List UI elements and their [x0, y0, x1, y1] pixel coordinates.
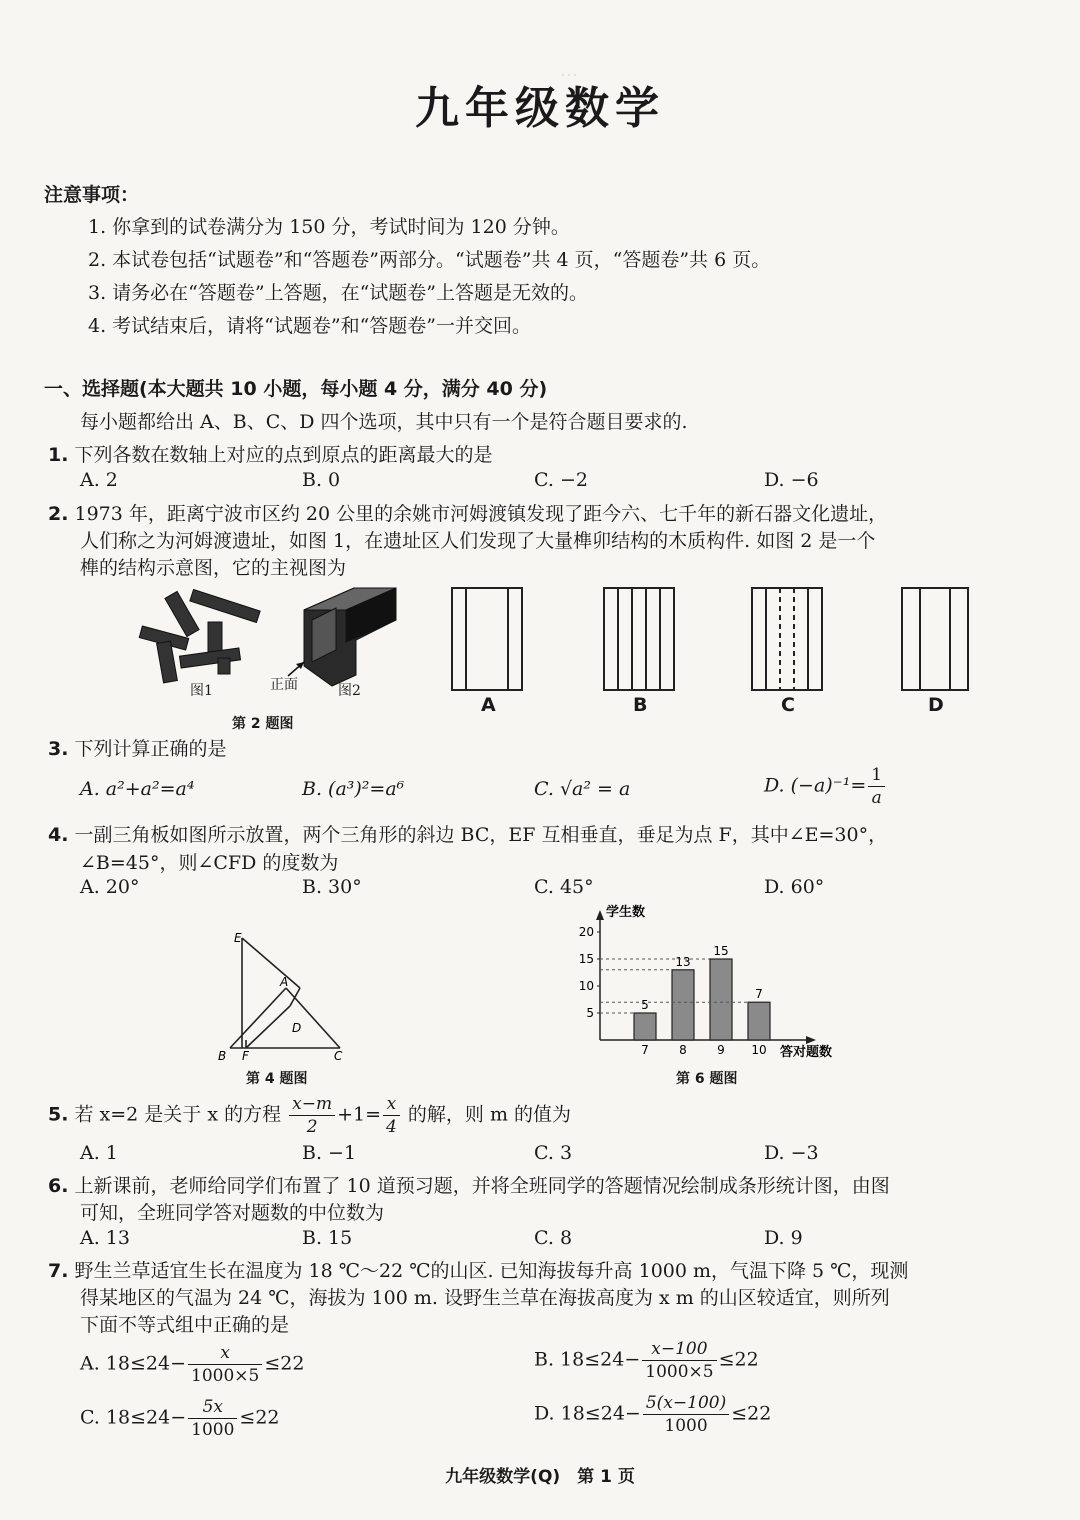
option-a: A. a²+a²=a⁴ — [80, 778, 195, 800]
point-label: F — [242, 1049, 249, 1063]
option-d — [764, 764, 887, 809]
fraction — [188, 1342, 262, 1387]
x-axis-label: 答对题数 — [780, 1045, 833, 1060]
fraction — [642, 1338, 716, 1383]
figure-1-wood-components — [139, 589, 260, 682]
question-text: 1973 年，距离宁波市区约 20 公里的余姚市河姆渡镇发现了距今六、七千年的新石器文化遗址， — [74, 503, 888, 525]
notice-item: 1. 你拿到的试卷满分为 150 分，考试时间为 120 分钟。 — [88, 216, 570, 238]
q2-option-views — [448, 584, 978, 696]
point-label: A — [280, 975, 289, 989]
y-axis-arrow — [596, 910, 604, 920]
data-label: 5 — [641, 998, 649, 1012]
option-d: D. 60° — [764, 876, 825, 898]
denominator: 1000×5 — [645, 1362, 714, 1382]
view-label-d: D — [928, 694, 944, 716]
option-a: A. 1 — [80, 1142, 118, 1164]
view-label-c: C — [781, 694, 795, 716]
option-text: ≤22 — [239, 1406, 280, 1429]
numerator: 1 — [868, 764, 885, 787]
option-c: C. −2 — [534, 469, 588, 491]
view-option-c — [752, 588, 822, 690]
option-d: D. 9 — [764, 1227, 803, 1249]
option-c — [80, 1396, 280, 1441]
option-text: B. 18≤24− — [534, 1348, 641, 1371]
question-stem: 下列各数在数轴上对应的点到原点的距离最大的是 — [74, 444, 493, 466]
notice-item: 4. 考试结束后，请将“试题卷”和“答题卷”一并交回。 — [88, 315, 532, 337]
question-stem: 下列计算正确的是 — [74, 738, 227, 760]
question-text: 一副三角板如图所示放置，两个三角形的斜边 BC，EF 互相垂直，垂足为点 F，其中∠E=30°， — [74, 824, 888, 846]
x-tick-label: 8 — [679, 1043, 687, 1057]
question-number: 4. — [48, 824, 69, 846]
data-label: 7 — [755, 987, 763, 1002]
option-text: ≤22 — [718, 1348, 759, 1371]
data-label: 15 — [713, 944, 729, 958]
question-6-line — [48, 1171, 890, 1198]
point-label: E — [234, 931, 242, 945]
page-footer: 九年级数学(Q) 第 1 页 — [445, 1467, 635, 1487]
question-text: 若 x=2 是关于 x 的方程 — [74, 1103, 282, 1126]
numerator: x−m — [289, 1093, 335, 1116]
point-label: D — [292, 1021, 302, 1035]
option-text: D. 18≤24− — [534, 1402, 641, 1425]
figure-2-label: 图2 — [338, 683, 361, 699]
y-tick-label: 5 — [586, 1006, 594, 1020]
question-5 — [48, 1093, 571, 1138]
question-3 — [48, 734, 227, 761]
option-a: A. 13 — [80, 1227, 130, 1249]
point-label: C — [334, 1049, 343, 1063]
option-b: B. 30° — [302, 876, 362, 898]
y-tick-label: 20 — [578, 925, 594, 939]
denominator: 1000 — [664, 1416, 708, 1436]
question-text: 得某地区的气温为 24 ℃，海拔为 100 m. 设野生兰草在海拔高度为 x m 的山区较适宜，则所列 — [80, 1287, 890, 1309]
question-7-line — [48, 1256, 908, 1283]
question-number: 2. — [48, 503, 69, 525]
denominator: 1000 — [191, 1420, 235, 1440]
figure-caption: 第 6 题图 — [676, 1071, 738, 1087]
view-label-b: B — [633, 694, 648, 716]
question-text: 野生兰草适宜生长在温度为 18 ℃～22 ℃的山区. 已知海拔每升高 1000 m，气温下降 5 ℃，现测 — [74, 1260, 909, 1282]
figure-2-tenon — [304, 588, 396, 686]
q6-bar-chart — [570, 900, 860, 1068]
numerator: x — [188, 1342, 262, 1365]
fraction — [868, 764, 885, 809]
option-c: C. 8 — [534, 1227, 573, 1249]
figure-caption: 第 2 题图 — [232, 716, 294, 732]
question-4-line — [48, 820, 887, 847]
question-1 — [48, 440, 493, 467]
bar — [748, 1002, 770, 1040]
denominator: 1000×5 — [191, 1366, 260, 1386]
front-label: 正面 — [270, 677, 298, 693]
view-option-a — [452, 588, 522, 690]
fraction — [289, 1093, 335, 1138]
option-d — [534, 1392, 771, 1437]
option-b: B. 0 — [302, 469, 341, 491]
option-b: B. 15 — [302, 1227, 353, 1249]
option-d: D. −3 — [764, 1142, 819, 1164]
option-a: A. 20° — [80, 876, 140, 898]
y-axis-label: 学生数 — [606, 905, 646, 920]
q4-triangle-figure — [210, 926, 360, 1066]
option-b: B. −1 — [302, 1142, 357, 1164]
y-tick-label: 10 — [578, 979, 594, 993]
x-tick-label: 9 — [717, 1043, 725, 1057]
point-label: B — [218, 1049, 227, 1063]
bleed-through-text: … — [560, 60, 578, 81]
notice-item: 2. 本试卷包括“试题卷”和“答题卷”两部分。“试题卷”共 4 页，“答题卷”共 6 页。 — [88, 249, 771, 271]
question-text: ∠B=45°，则∠CFD 的度数为 — [80, 852, 339, 874]
data-label: 13 — [675, 954, 691, 969]
numerator: x−100 — [642, 1338, 716, 1361]
notice-heading: 注意事项： — [44, 184, 140, 206]
option-b: B. (a³)²=a⁶ — [302, 778, 405, 800]
question-number: 6. — [48, 1175, 69, 1197]
option-c: C. 3 — [534, 1142, 573, 1164]
bar — [710, 959, 732, 1040]
view-option-d — [902, 588, 968, 690]
option-c: C. 45° — [534, 876, 594, 898]
page-title: 九年级数学 — [415, 83, 665, 134]
option-a: A. 2 — [80, 469, 118, 491]
section-instruction: 每小题都给出 A、B、C、D 四个选项，其中只有一个是符合题目要求的. — [80, 411, 688, 433]
option-text: ≤22 — [731, 1402, 772, 1425]
question-number: 7. — [48, 1260, 69, 1282]
question-number: 1. — [48, 444, 69, 466]
bar — [672, 970, 694, 1040]
question-text: +1= — [337, 1103, 382, 1126]
view-label-a: A — [481, 694, 496, 716]
numerator: x — [383, 1093, 400, 1116]
question-text: 人们称之为河姆渡遗址，如图 1，在遗址区人们发现了大量榫卯结构的木质构件. 如图 2 是一个 — [80, 530, 876, 552]
question-text: 可知，全班同学答对题数的中位数为 — [80, 1202, 385, 1224]
question-number: 3. — [48, 738, 69, 760]
question-number: 5. — [48, 1103, 69, 1126]
question-text: 榫的结构示意图，它的主视图为 — [80, 557, 347, 579]
option-text: ≤22 — [264, 1352, 305, 1375]
section-heading: 一、选择题(本大题共 10 小题，每小题 4 分，满分 40 分) — [44, 378, 548, 400]
option-text: A. 18≤24− — [80, 1352, 186, 1375]
fraction — [643, 1392, 729, 1437]
numerator: 5x — [188, 1396, 237, 1419]
notice-item: 3. 请务必在“答题卷”上答题，在“试题卷”上答题是无效的。 — [88, 282, 589, 304]
option-text: C. 18≤24− — [80, 1406, 187, 1429]
question-2-line — [48, 499, 887, 526]
x-axis-arrow — [806, 1036, 816, 1044]
option-d: D. −6 — [764, 469, 819, 491]
numerator: 5(x−100) — [643, 1392, 729, 1415]
question-text: 上新课前，老师给同学们布置了 10 道预习题，并将全班同学的答题情况绘制成条形统计图，由图 — [74, 1175, 890, 1197]
option-d-text: D. (−a)⁻¹= — [764, 774, 867, 797]
x-tick-label: 7 — [641, 1043, 649, 1057]
denominator: 4 — [386, 1117, 397, 1137]
denominator: a — [871, 788, 882, 808]
fraction — [383, 1093, 400, 1138]
question-text: 的解，则 m 的值为 — [407, 1103, 572, 1126]
figure-1-label: 图1 — [190, 683, 213, 699]
x-tick-label: 10 — [751, 1043, 767, 1057]
y-tick-label: 15 — [578, 952, 594, 966]
question-text: 下面不等式组中正确的是 — [80, 1314, 290, 1336]
bar — [634, 1013, 656, 1040]
denominator: 2 — [306, 1117, 318, 1137]
fraction — [188, 1396, 237, 1441]
figure-caption: 第 4 题图 — [246, 1071, 308, 1087]
option-a — [80, 1342, 304, 1387]
option-c: C. √a² = a — [534, 778, 631, 800]
view-option-b — [604, 588, 674, 690]
option-b — [534, 1338, 759, 1383]
